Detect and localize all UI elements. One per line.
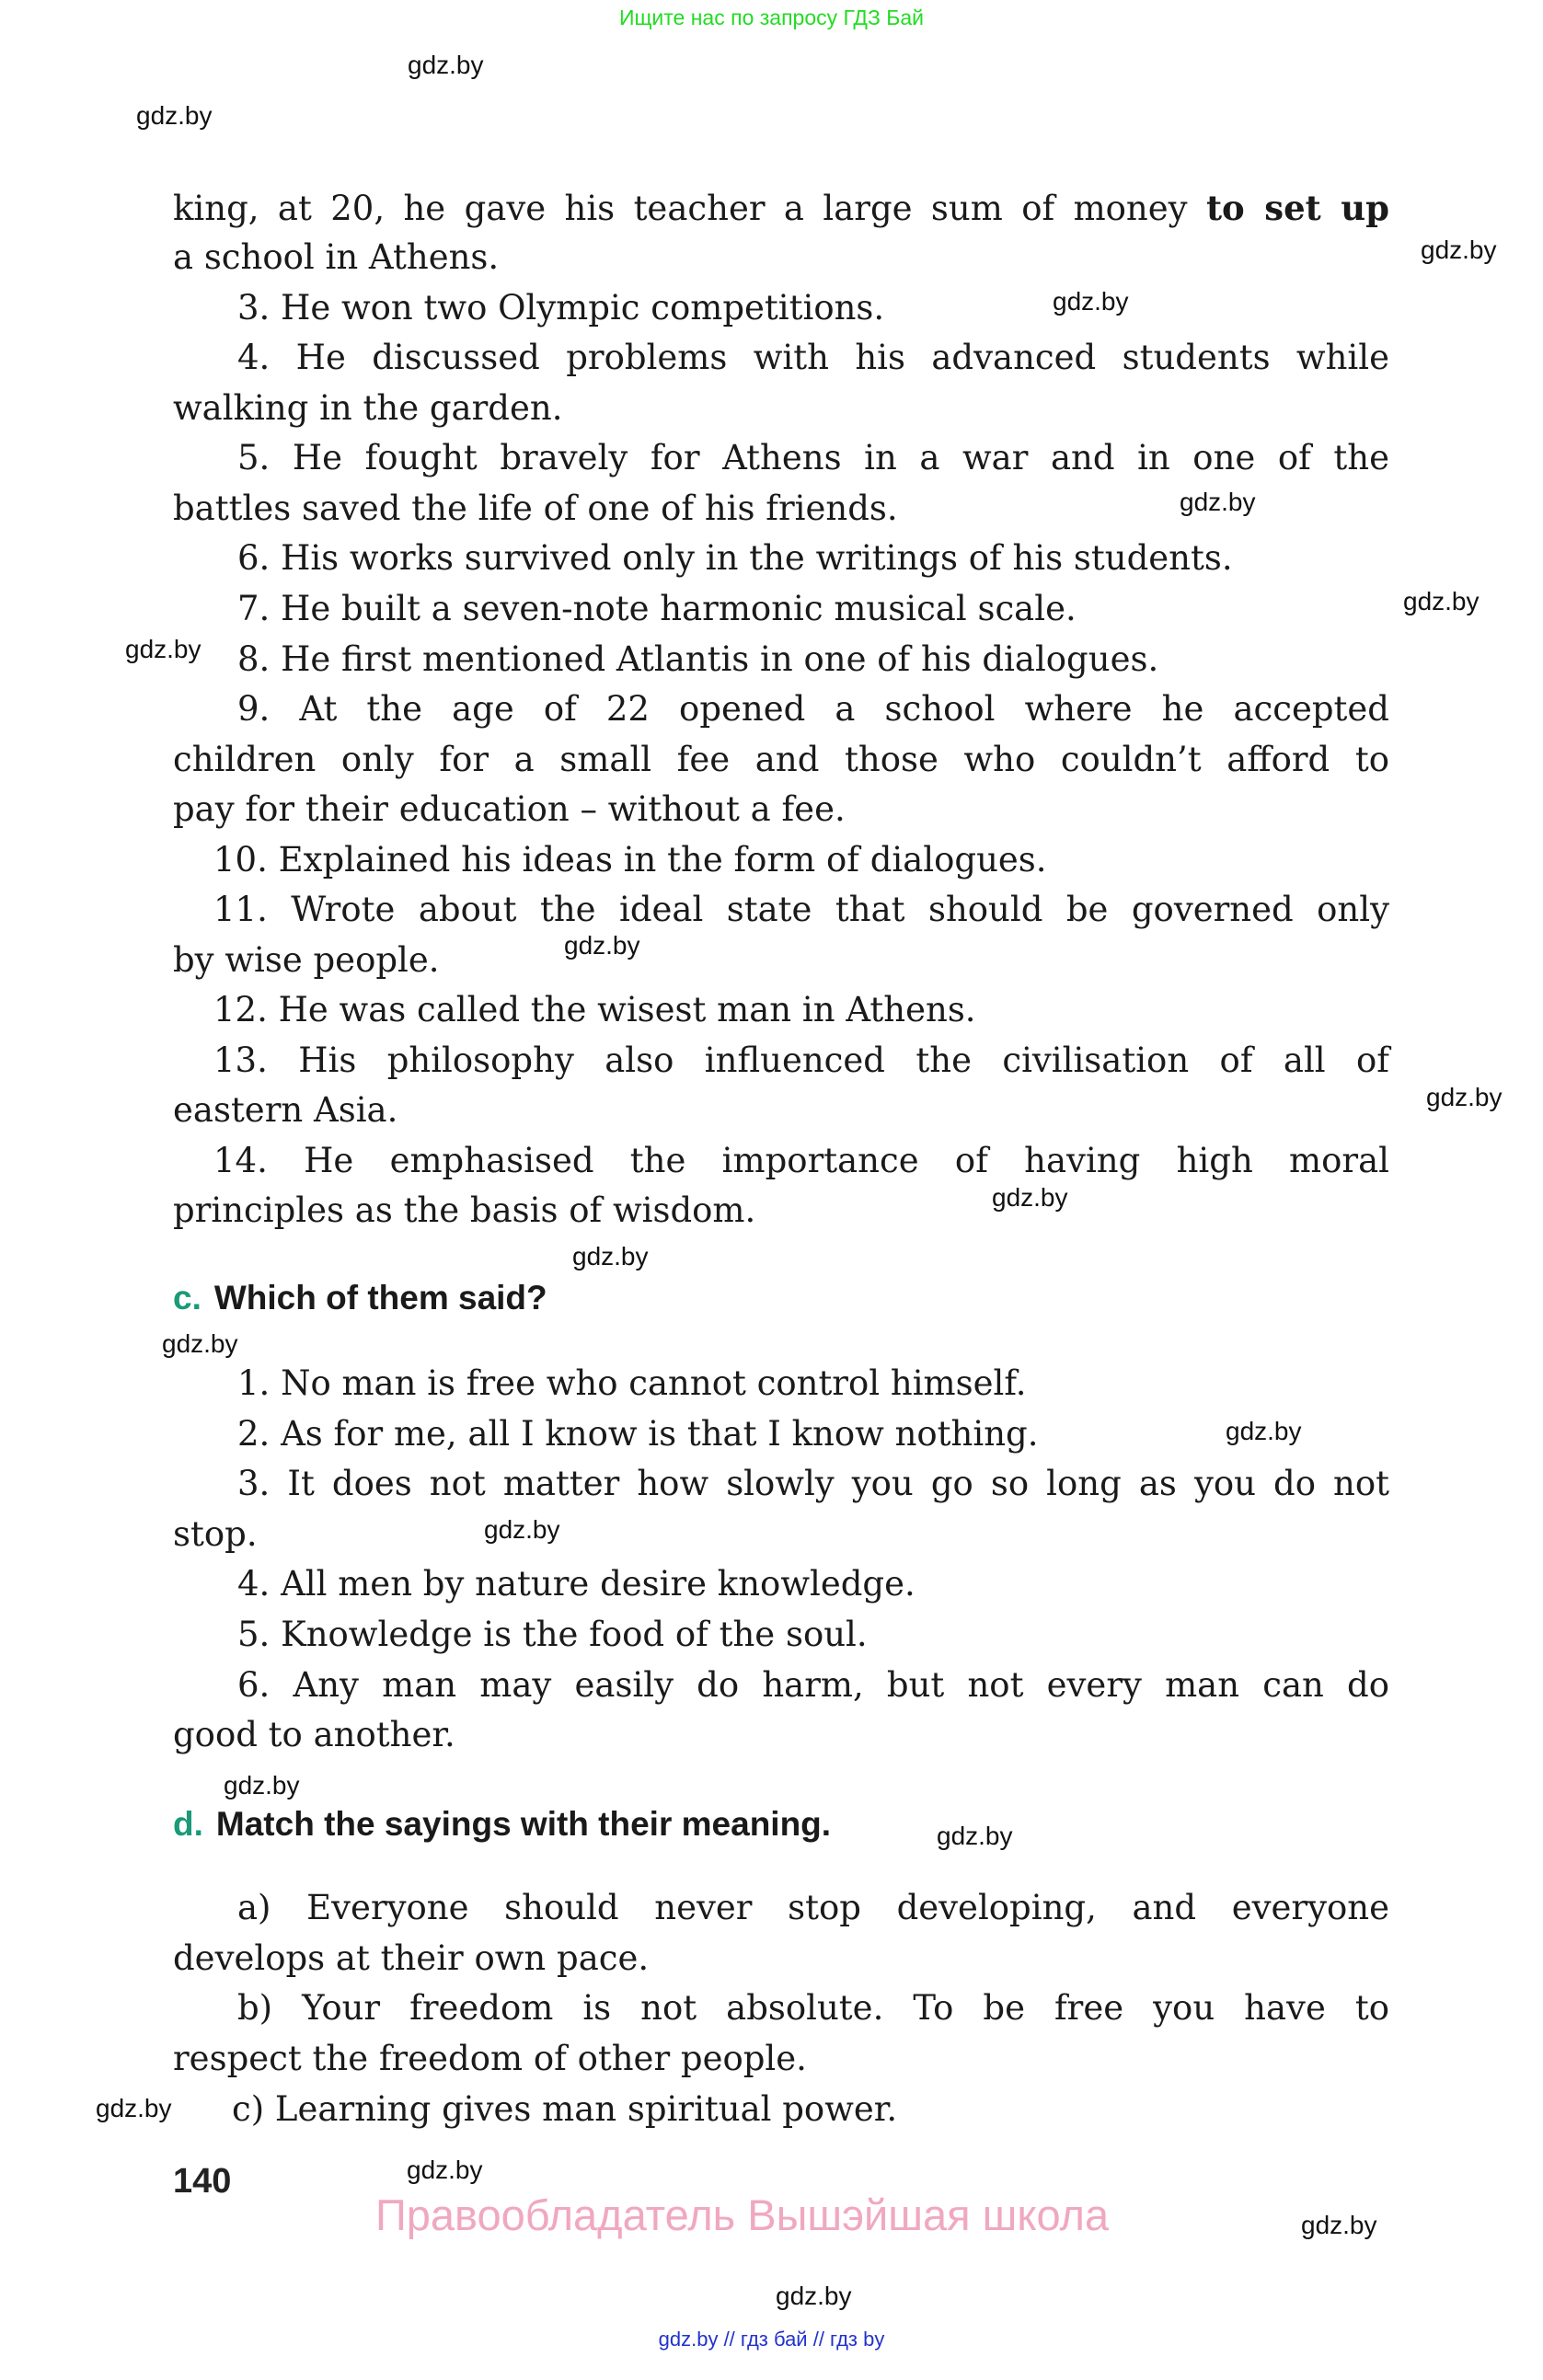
list-item: 1. No man is free who cannot control himself.	[237, 1363, 1027, 1403]
list-item-cont: pay for their education – without a fee.	[173, 789, 846, 829]
section-c-heading: c. Which of them said?	[173, 1279, 547, 1316]
watermark: gdz.by	[224, 1771, 300, 1799]
list-item-cont: children only for a small fee and those who couldn’t afford to	[173, 740, 1389, 779]
text-line: a school in Athens.	[173, 237, 500, 277]
watermark: gdz.by	[96, 2094, 172, 2122]
section-letter: c.	[173, 1279, 202, 1316]
list-item: 7. He built a seven-note harmonic musical scale.	[237, 589, 1077, 628]
list-item-cont: by wise people.	[173, 940, 440, 980]
list-item: 3. It does not matter how slowly you go so long as you do not	[237, 1464, 1389, 1503]
list-item: 4. He discussed problems with his advanced students while	[237, 338, 1389, 377]
footer-links[interactable]: gdz.by // гдз бай // гдз by	[658, 2328, 885, 2351]
list-item-cont: principles as the basis of wisdom.	[173, 1190, 756, 1230]
watermark: gdz.by	[407, 2156, 483, 2184]
list-item-cont: develops at their own pace.	[173, 1938, 650, 1978]
watermark: gdz.by	[136, 101, 213, 130]
watermark: gdz.by	[162, 1329, 238, 1358]
list-item-cont: good to another.	[173, 1715, 455, 1754]
list-item: 12. He was called the wisest man in Athens.	[213, 990, 976, 1029]
watermark: gdz.by	[1421, 236, 1497, 264]
list-item-cont: walking in the garden.	[173, 388, 563, 428]
list-item: a) Everyone should never stop developing, and everyone	[237, 1888, 1389, 1927]
list-item: 6. His works survived only in the writings of his students.	[237, 538, 1233, 578]
list-item-cont: battles saved the life of one of his friends.	[173, 489, 898, 528]
watermark: gdz.by	[776, 2282, 852, 2310]
section-d-heading: d. Match the sayings with their meaning.	[173, 1805, 832, 1843]
bold-phrase: to set up	[1205, 188, 1389, 228]
section-letter: d.	[173, 1805, 203, 1843]
list-item-cont: respect the freedom of other people.	[173, 2039, 807, 2078]
watermark: gdz.by	[125, 635, 202, 663]
list-item: 8. He first mentioned Atlantis in one of his dialogues.	[237, 639, 1159, 679]
list-item: 2. As for me, all I know is that I know nothing.	[237, 1414, 1039, 1454]
watermark: gdz.by	[564, 931, 640, 960]
list-item: 10. Explained his ideas in the form of dialogues.	[213, 840, 1047, 880]
watermark: gdz.by	[484, 1515, 560, 1544]
list-item-cont: eastern Asia.	[173, 1090, 398, 1130]
list-item: 13. His philosophy also influenced the civilisation of all of	[213, 1041, 1389, 1080]
watermark: gdz.by	[937, 1822, 1013, 1850]
watermark: gdz.by	[1403, 587, 1480, 615]
watermark: gdz.by	[408, 51, 484, 79]
watermark: gdz.by	[1426, 1083, 1503, 1111]
list-item: c) Learning gives man spiritual power.	[232, 2089, 898, 2129]
watermark: gdz.by	[1053, 287, 1129, 316]
copyright-notice: Правообладатель Вышэйшая школа	[375, 2190, 1110, 2239]
list-item: 6. Any man may easily do harm, but not every man can do	[237, 1665, 1389, 1705]
watermark: gdz.by	[1226, 1417, 1302, 1445]
list-item: 11. Wrote about the ideal state that should be governed only	[213, 890, 1389, 929]
text-line: king, at 20, he gave his teacher a large sum of money to set up	[173, 188, 1389, 228]
list-item: 5. He fought bravely for Athens in a war and in one of the	[237, 438, 1389, 477]
watermark: gdz.by	[1180, 488, 1256, 516]
watermark: gdz.by	[992, 1183, 1068, 1212]
page-number: 140	[173, 2162, 232, 2201]
list-item: 14. He emphasised the importance of having high moral	[213, 1141, 1389, 1180]
list-item: 9. At the age of 22 opened a school where he accepted	[237, 689, 1389, 729]
list-item: 3. He won two Olympic competitions.	[237, 288, 885, 328]
top-banner[interactable]: Ищите нас по запросу ГДЗ Бай	[618, 6, 925, 29]
list-item: 4. All men by nature desire knowledge.	[237, 1564, 915, 1604]
watermark: gdz.by	[572, 1242, 649, 1270]
list-item: 5. Knowledge is the food of the soul.	[237, 1615, 868, 1654]
list-item-cont: stop.	[173, 1514, 258, 1554]
list-item: b) Your freedom is not absolute. To be free you have to	[237, 1988, 1389, 2028]
watermark: gdz.by	[1301, 2211, 1377, 2239]
